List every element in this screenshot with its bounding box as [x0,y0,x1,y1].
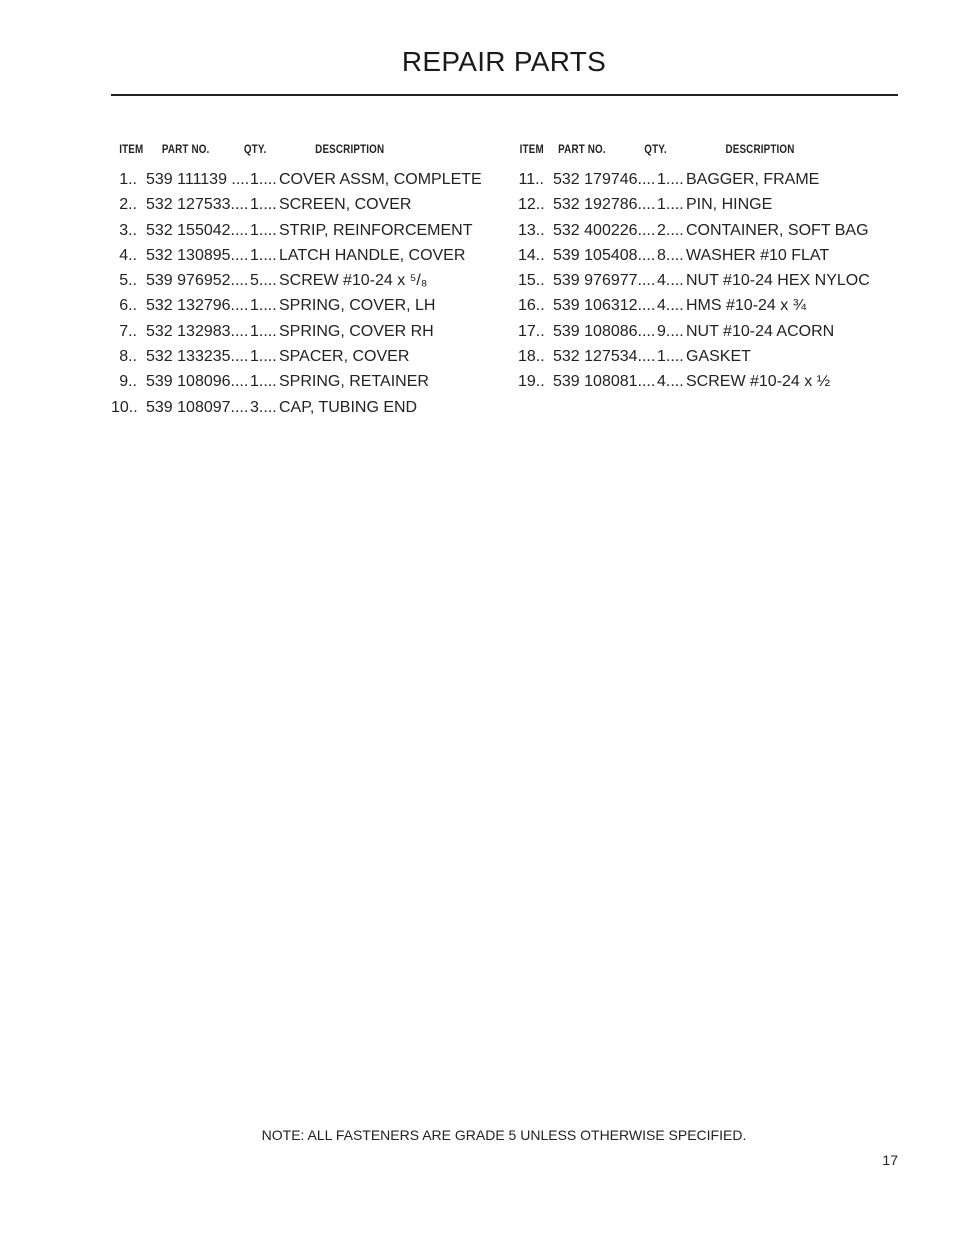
page-title: REPAIR PARTS [401,46,607,77]
quantity: 1.... [657,171,684,188]
part-number: 539 976977.... [553,272,656,290]
item-number: 3.. [119,221,137,239]
part-number: 532 132796.... [146,297,249,315]
header-qty: QTY. [243,142,267,156]
part-number: 532 132983.... [146,322,249,340]
part-number: 539 108097.... [146,398,249,416]
quantity: 1.... [657,196,684,214]
part-number: 532 130895.... [146,246,249,264]
quantity: 1.... [250,297,277,315]
item-number: 8.. [119,348,137,366]
item-number: 19.. [518,373,545,391]
quantity: 3.... [250,398,277,416]
item-number: 1.. [119,171,137,188]
header-description: DESCRIPTION [315,142,385,156]
quantity: 1.... [250,196,277,214]
item-number: 5.. [119,272,137,290]
description: CAP, TUBING END [279,398,418,416]
description: NUT #10-24 ACORN [686,322,835,340]
part-number: 532 133235.... [146,348,249,366]
item-number: 9.. [119,373,137,391]
title-divider [111,94,898,96]
item-number: 11.. [518,171,544,188]
item-number: 6.. [119,297,137,315]
part-number: 539 105408.... [553,246,656,264]
item-number: 18.. [518,348,545,366]
quantity: 2.... [657,221,684,239]
description: HMS #10-24 x ¾ [686,297,807,315]
description: SCREW #10-24 x ⁵/₈ [279,272,428,290]
item-number: 4.. [119,246,137,264]
part-number: 532 179746.... [553,171,656,188]
part-number: 539 108086.... [553,322,656,340]
quantity: 4.... [657,373,684,391]
part-number: 532 400226.... [553,221,656,239]
quantity: 8.... [657,246,684,264]
description: CONTAINER, SOFT BAG [686,221,869,239]
quantity: 1.... [250,221,277,239]
description: WASHER #10 FLAT [686,246,830,264]
description: GASKET [686,348,751,366]
item-number: 10.. [111,398,138,416]
part-number: 539 976952.... [146,272,249,290]
item-number: 15.. [518,272,545,290]
description: NUT #10-24 HEX NYLOC [686,272,870,290]
description: STRIP, REINFORCEMENT [279,221,473,239]
part-number: 539 108096.... [146,373,249,391]
header-part-no: PART NO. [558,142,606,156]
header-item: ITEM [119,142,144,156]
part-number: 532 127533.... [146,196,249,214]
quantity: 1.... [250,373,277,391]
description: SPRING, RETAINER [279,373,429,391]
description: PIN, HINGE [686,196,773,214]
quantity: 1.... [250,322,277,340]
description: SPRING, COVER RH [279,322,434,340]
part-number: 539 108081.... [553,373,656,391]
part-number: 539 111139 .... [146,171,250,188]
description: BAGGER, FRAME [686,171,820,188]
item-number: 14.. [518,246,545,264]
quantity: 1.... [657,348,684,366]
item-number: 16.. [518,297,545,315]
quantity: 1.... [250,171,277,188]
header-qty: QTY. [644,142,667,156]
fastener-note: NOTE: ALL FASTENERS ARE GRADE 5 UNLESS OTHERWISE SPECIFIED. [261,1127,747,1143]
part-number: 539 106312.... [553,297,656,315]
item-number: 2.. [119,196,137,214]
item-number: 13.. [518,221,545,239]
description: SPRING, COVER, LH [279,297,436,315]
item-number: 12.. [518,196,545,214]
part-number: 532 192786.... [553,196,656,214]
header-description: DESCRIPTION [725,142,795,156]
description: SPACER, COVER [279,348,410,366]
part-number: 532 127534.... [553,348,656,366]
item-number: 17.. [518,322,545,340]
quantity: 1.... [250,348,277,366]
quantity: 1.... [250,246,277,264]
description: COVER ASSM, COMPLETE [279,171,482,188]
description: SCREEN, COVER [279,196,412,214]
description: LATCH HANDLE, COVER [279,246,466,264]
header-part-no: PART NO. [161,142,210,156]
quantity: 4.... [657,297,684,315]
quantity: 5.... [250,272,277,290]
description: SCREW #10-24 x ½ [686,373,831,391]
quantity: 9.... [657,322,684,340]
header-item: ITEM [519,142,544,156]
quantity: 4.... [657,272,684,290]
part-number: 532 155042.... [146,221,249,239]
page-number: 17 [882,1152,898,1168]
item-number: 7.. [119,322,137,340]
